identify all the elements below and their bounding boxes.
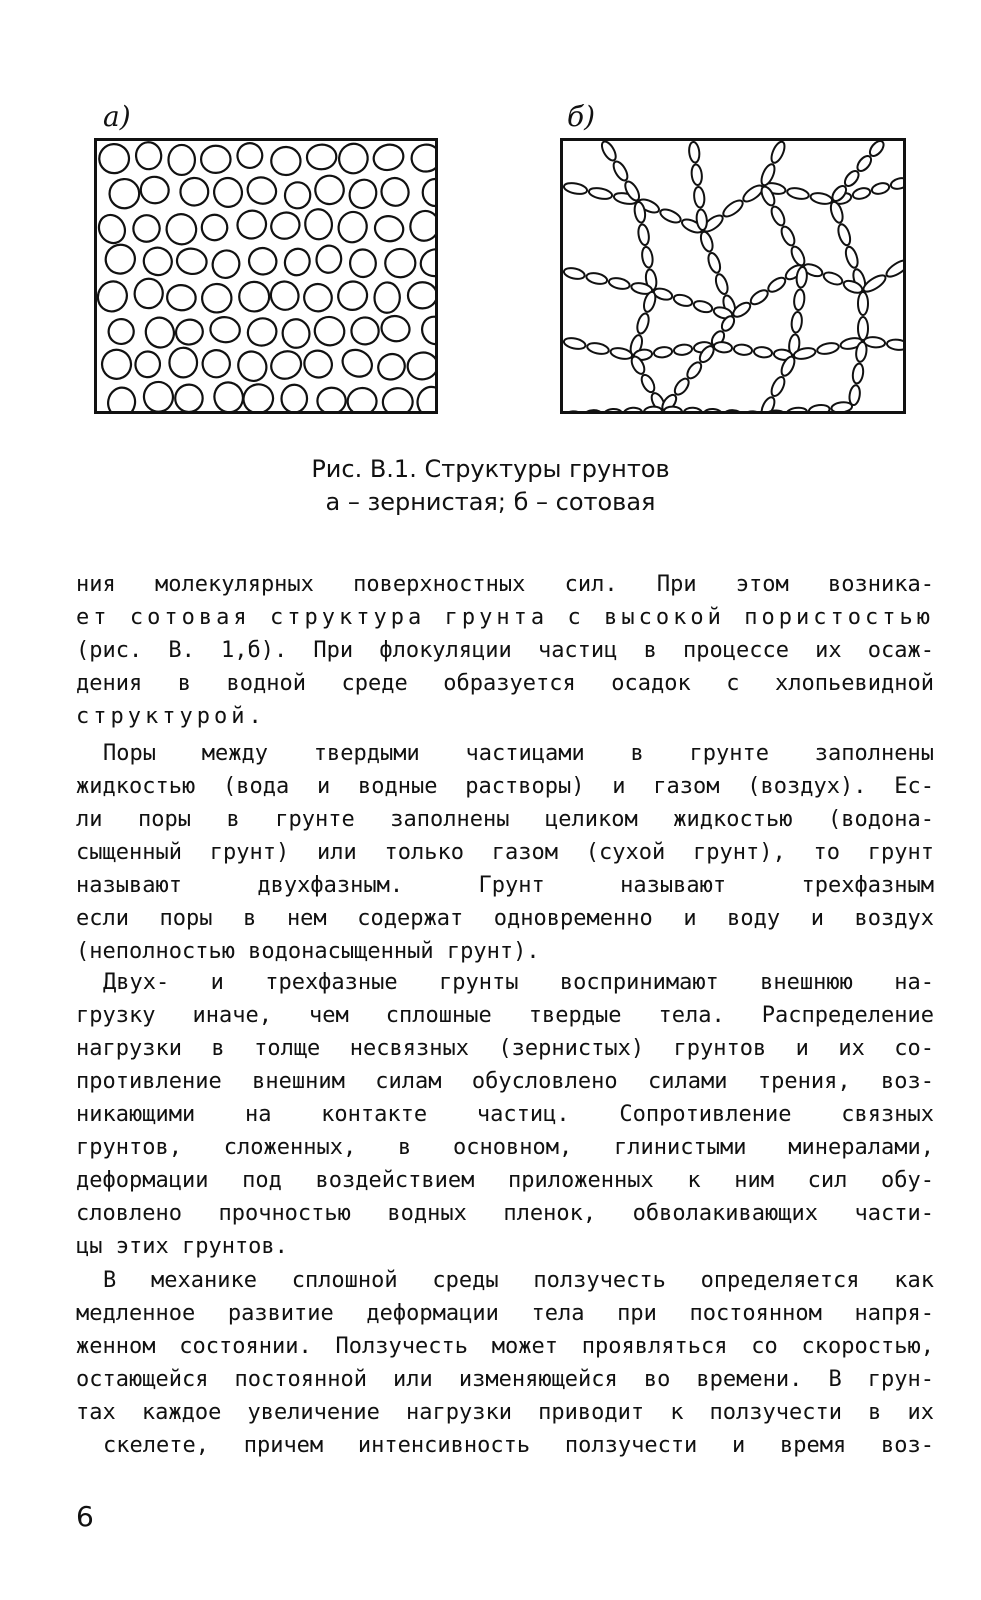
grain-particle: [132, 277, 165, 311]
chain-particle: [664, 406, 683, 414]
chain-particle: [610, 346, 633, 360]
chain-particle: [789, 245, 807, 268]
grain-particle: [139, 175, 171, 205]
grain-particle: [418, 313, 438, 349]
text-line: тах каждое увеличение нагрузки приводит к ползучести в их: [76, 1400, 934, 1425]
chain-particle: [748, 288, 770, 307]
chain-particle: [786, 407, 808, 414]
grain-particle: [142, 314, 178, 351]
grain-particle: [385, 248, 416, 277]
grain-particle: [266, 277, 304, 315]
text-line: дения в водной среде образуется осадок с хлопьевидной: [76, 671, 934, 696]
grain-particle: [422, 179, 438, 207]
grain-particle: [300, 280, 336, 316]
text-line: В механике сплошной среды ползучесть определяется как: [103, 1268, 934, 1293]
grain-particle: [107, 318, 135, 346]
grain-particle: [408, 282, 437, 308]
text-line: грунтов, сложенных, в основном, глинистыми минералами,: [76, 1135, 934, 1160]
chain-particle: [836, 223, 852, 247]
grain-particle: [109, 178, 140, 209]
grain-particle: [201, 146, 231, 174]
chain-particle: [855, 154, 874, 174]
chain-particle: [563, 266, 586, 280]
grain-particle: [211, 175, 246, 210]
text-line: структурой.: [76, 704, 266, 729]
grain-particle: [106, 385, 138, 414]
grain-particle: [129, 211, 163, 245]
text-line: словлено прочностью водных пленок, обволакивающих части-: [76, 1201, 934, 1226]
paragraph-2: [76, 737, 934, 968]
grain-particle: [239, 282, 269, 312]
chain-particle: [684, 407, 703, 414]
chain-particle: [563, 181, 588, 195]
chain-particle: [563, 336, 586, 350]
chain-particle: [706, 252, 722, 275]
grain-particle: [311, 313, 348, 349]
text-line: ли поры в грунте заполнены целиком жидкостью (водона-: [76, 807, 934, 832]
chain-particle: [639, 373, 657, 394]
text-line: женном состоянии. Ползучесть может проявляться со скоростью,: [76, 1334, 934, 1359]
chain-particle: [704, 408, 723, 414]
grain-particle: [166, 284, 197, 312]
grain-particle: [267, 208, 303, 243]
grain-particle: [406, 351, 438, 382]
chain-particle: [699, 230, 715, 253]
chain-particle: [584, 410, 603, 414]
grain-particle: [406, 207, 438, 246]
grain-particle: [280, 317, 311, 350]
grain-particle: [371, 141, 407, 173]
chain-particle: [769, 141, 787, 165]
grain-particle: [101, 240, 140, 279]
grain-particle: [142, 380, 176, 414]
text-line: противление внешним силам обусловлено силами трения, воз-: [76, 1069, 934, 1094]
chain-particle: [608, 276, 631, 290]
chain-particle: [611, 159, 630, 182]
grain-particle: [239, 380, 278, 414]
chain-particle: [842, 169, 861, 189]
grain-particle: [306, 144, 337, 170]
grain-particle: [97, 210, 130, 247]
chain-particle: [793, 289, 805, 311]
chain-particle: [658, 207, 682, 225]
grain-particle: [162, 209, 201, 249]
chain-particle: [769, 205, 787, 228]
chain-particle: [822, 270, 844, 287]
chain-particle: [724, 410, 743, 414]
chain-particle: [688, 141, 700, 163]
figure-caption-title: Рис. В.1. Структуры грунтов: [311, 455, 670, 483]
grain-particle: [135, 141, 163, 170]
chain-particle: [641, 246, 654, 268]
chain-particle: [753, 346, 772, 358]
grain-particle: [209, 315, 241, 343]
chain-particle: [714, 273, 730, 296]
paragraph-1: [76, 568, 934, 733]
chain-particle: [858, 317, 868, 340]
chain-particle: [644, 406, 663, 414]
grain-particle: [97, 345, 136, 384]
grain-particle: [374, 349, 410, 384]
chain-particle: [691, 164, 703, 186]
chain-particle: [585, 271, 608, 285]
grain-particle: [349, 249, 376, 278]
chain-particle: [831, 401, 853, 413]
text-line: нагрузки в толще несвязных (зернистых) грунтов и их со-: [76, 1036, 934, 1061]
granular-structure-drawing: [97, 141, 438, 414]
grain-particle: [271, 146, 302, 175]
chain-particle: [604, 408, 623, 414]
chain-particle: [721, 198, 745, 220]
chain-particle: [672, 293, 693, 308]
paragraph-3: [76, 966, 934, 1263]
text-line: остающейся постоянной или изменяющейся во времени. В грун-: [76, 1367, 934, 1392]
grain-particle: [338, 345, 377, 382]
text-line: грузку иначе, чем сплошные твердые тела. Распределение: [76, 1003, 934, 1028]
grain-particle: [210, 378, 247, 414]
panel-b-label: б): [567, 100, 596, 133]
grain-particle: [98, 143, 129, 174]
chain-particle: [779, 225, 797, 248]
chain-particle: [693, 186, 705, 208]
grain-particle: [134, 350, 161, 378]
text-line: (рис. В. 1,б). При флокуляции частиц в процессе их осаж-: [76, 638, 934, 663]
chain-particle: [713, 341, 732, 353]
grain-particle: [97, 276, 132, 316]
text-line: деформации под воздействием приложенных к ним сил обу-: [76, 1168, 934, 1193]
chain-particle: [810, 191, 833, 205]
chain-particle: [624, 407, 643, 414]
grain-particle: [283, 181, 312, 210]
chain-particle: [890, 176, 906, 190]
grain-particle: [382, 387, 414, 414]
grain-particle: [244, 314, 281, 350]
grain-particle: [312, 172, 348, 207]
granular-structure-figure: [94, 138, 438, 414]
grain-particle: [234, 141, 266, 172]
honeycomb-structure-figure: [560, 138, 906, 414]
grain-particle: [379, 313, 413, 344]
chain-particle: [786, 186, 809, 200]
grain-particle: [246, 245, 280, 278]
text-line: называют двухфазным. Грунт называют трехфазным: [76, 873, 934, 898]
grain-particle: [347, 387, 378, 414]
chain-particle: [844, 245, 860, 269]
grain-particle: [304, 208, 334, 241]
chain-particle: [884, 257, 906, 279]
grain-particle: [345, 175, 381, 213]
chain-particle: [744, 411, 763, 414]
grain-particle: [377, 174, 413, 211]
chain-particle: [586, 341, 609, 355]
page-number: 6: [76, 1500, 94, 1533]
grain-particle: [300, 346, 337, 382]
grain-particle: [315, 244, 344, 275]
chain-particle: [635, 312, 651, 335]
grain-particle: [244, 173, 280, 208]
grain-particle: [233, 206, 271, 243]
grain-particle: [350, 316, 380, 346]
grain-particle: [281, 385, 307, 413]
text-line: ния молекулярных поверхностных сил. При этом возника-: [76, 572, 934, 597]
chain-particle: [852, 363, 865, 384]
chain-particle: [816, 341, 839, 355]
grain-particle: [317, 387, 346, 414]
chain-particle: [759, 395, 777, 414]
chain-particle: [871, 181, 891, 195]
chain-particle: [692, 299, 713, 314]
grain-particle: [175, 246, 208, 276]
grain-particle: [180, 177, 209, 206]
text-line: если поры в нем содержат одновременно и воду и воздух: [76, 906, 934, 931]
grain-particle: [169, 348, 197, 378]
text-line: цы этих грунтов.: [76, 1234, 288, 1259]
chain-particle: [564, 411, 583, 414]
chain-particle: [599, 141, 618, 163]
text-line: Двух- и трехфазные грунты воспринимают внешнюю на-: [103, 970, 934, 995]
grain-particle: [199, 347, 233, 381]
grain-particle: [175, 384, 203, 412]
figure-caption-legend: а – зернистая; б – сотовая: [325, 488, 656, 516]
chain-particle: [673, 344, 692, 356]
chain-particle: [672, 376, 691, 397]
grain-particle: [281, 245, 313, 278]
grain-particle: [372, 213, 405, 244]
chain-particle: [766, 275, 788, 294]
chain-particle: [858, 292, 868, 315]
chain-particle: [653, 346, 672, 358]
text-line: сыщенный грунт) или только газом (сухой грунт), то грунт: [76, 840, 934, 865]
chain-particle: [808, 404, 830, 414]
chain-particle: [852, 186, 872, 200]
grain-particle: [139, 243, 176, 279]
paragraph-4: [76, 1264, 934, 1462]
grain-particle: [410, 143, 438, 173]
grain-particle: [208, 246, 244, 283]
panel-a-label: а): [103, 100, 131, 133]
grain-particle: [333, 276, 372, 315]
grain-particle: [267, 347, 306, 384]
text-line: жидкостью (вода и водные растворы) и газом (воздух). Ес-: [76, 774, 934, 799]
text-line: никающими на контакте частиц. Сопротивление связных: [76, 1102, 934, 1127]
chain-particle: [886, 339, 906, 351]
chain-particle: [769, 375, 787, 398]
grain-particle: [336, 141, 372, 177]
chain-particle: [637, 224, 650, 246]
chain-particle: [588, 186, 613, 200]
grain-particle: [233, 346, 272, 386]
text-line: скелете, причем интенсивность ползучести и время воз-: [103, 1433, 934, 1458]
chain-particle: [791, 311, 803, 333]
text-line: (неполностью водонасыщенный грунт).: [76, 939, 540, 964]
chain-particle: [733, 344, 752, 356]
grain-particle: [417, 245, 438, 280]
grain-particle: [173, 317, 205, 347]
text-line: Поры между твердыми частицами в грунте заполнены: [103, 741, 934, 766]
honeycomb-structure-drawing: [563, 141, 906, 414]
grain-particle: [168, 145, 195, 175]
text-line: медленное развитие деформации тела при постоянном напря-: [76, 1301, 934, 1326]
grain-particle: [335, 209, 370, 246]
grain-particle: [198, 211, 231, 244]
grain-particle: [415, 384, 438, 414]
grain-particle: [374, 282, 400, 313]
grain-particle: [201, 283, 233, 314]
text-line: ет сотовая структура грунта с высокой пористостью: [76, 605, 934, 630]
chain-particle: [685, 360, 704, 381]
